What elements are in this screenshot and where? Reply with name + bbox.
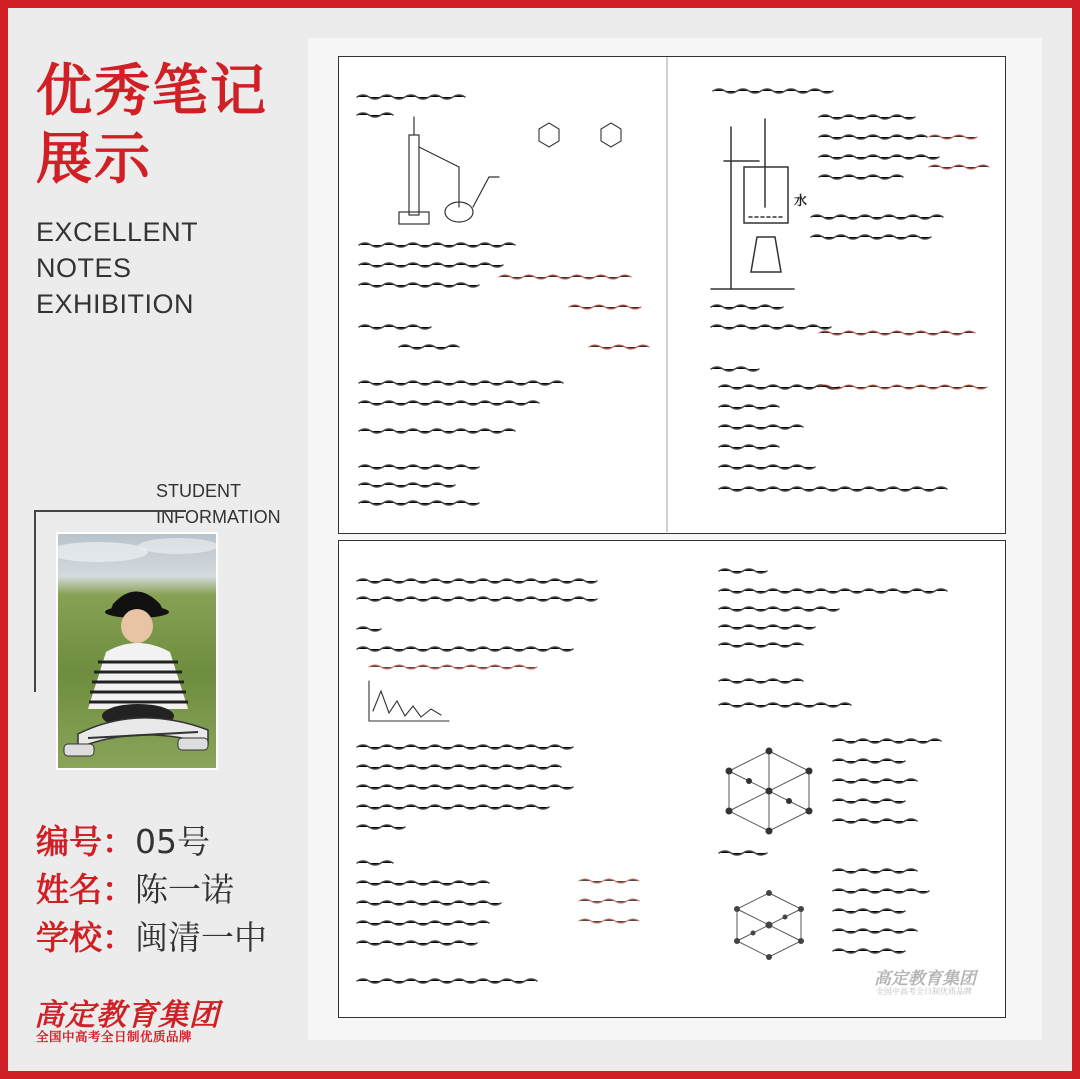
- student-number-label: 编号：: [36, 822, 135, 861]
- student-info-label-line2: INFORMATION: [156, 507, 281, 527]
- title-en: [36, 214, 296, 322]
- student-name-row: [36, 870, 234, 910]
- student-number-value: 05号: [135, 822, 210, 861]
- student-photo-illustration: [58, 534, 216, 768]
- diagram-label-water: 水: [794, 194, 808, 209]
- student-school-value: 闽清一中: [135, 918, 267, 957]
- title-cn: [36, 58, 296, 194]
- student-school-label: 学校：: [36, 918, 135, 957]
- student-info-label-line1: STUDENT: [156, 481, 241, 501]
- brand-logo: 高定教育集团: [34, 998, 220, 1033]
- student-school-row: [36, 918, 267, 958]
- notes-watermark: 高定教育集团: [874, 969, 976, 989]
- handwritten-notes-bottom: [339, 541, 1004, 1016]
- student-name-value: 陈一诺: [135, 870, 234, 909]
- student-name-label: 姓名：: [36, 870, 135, 909]
- title-cn-line1: 优秀笔记: [36, 59, 268, 124]
- student-number-row: [36, 822, 210, 862]
- handwritten-notes-top: [339, 57, 1004, 532]
- notebook-page-top: [338, 56, 1006, 534]
- title-en-line3: EXHIBITION: [36, 289, 195, 319]
- title-en-line2: NOTES: [36, 253, 132, 283]
- notes-watermark-slogan: 全国中高考全日制优质品牌: [876, 987, 972, 996]
- notebook-page-bottom: [338, 540, 1006, 1018]
- title-en-line1: EXCELLENT: [36, 217, 199, 247]
- student-photo: [56, 532, 218, 770]
- title-cn-line2: 展示: [36, 127, 152, 192]
- brand-slogan: 全国中高考全日制优质品牌: [36, 1029, 193, 1044]
